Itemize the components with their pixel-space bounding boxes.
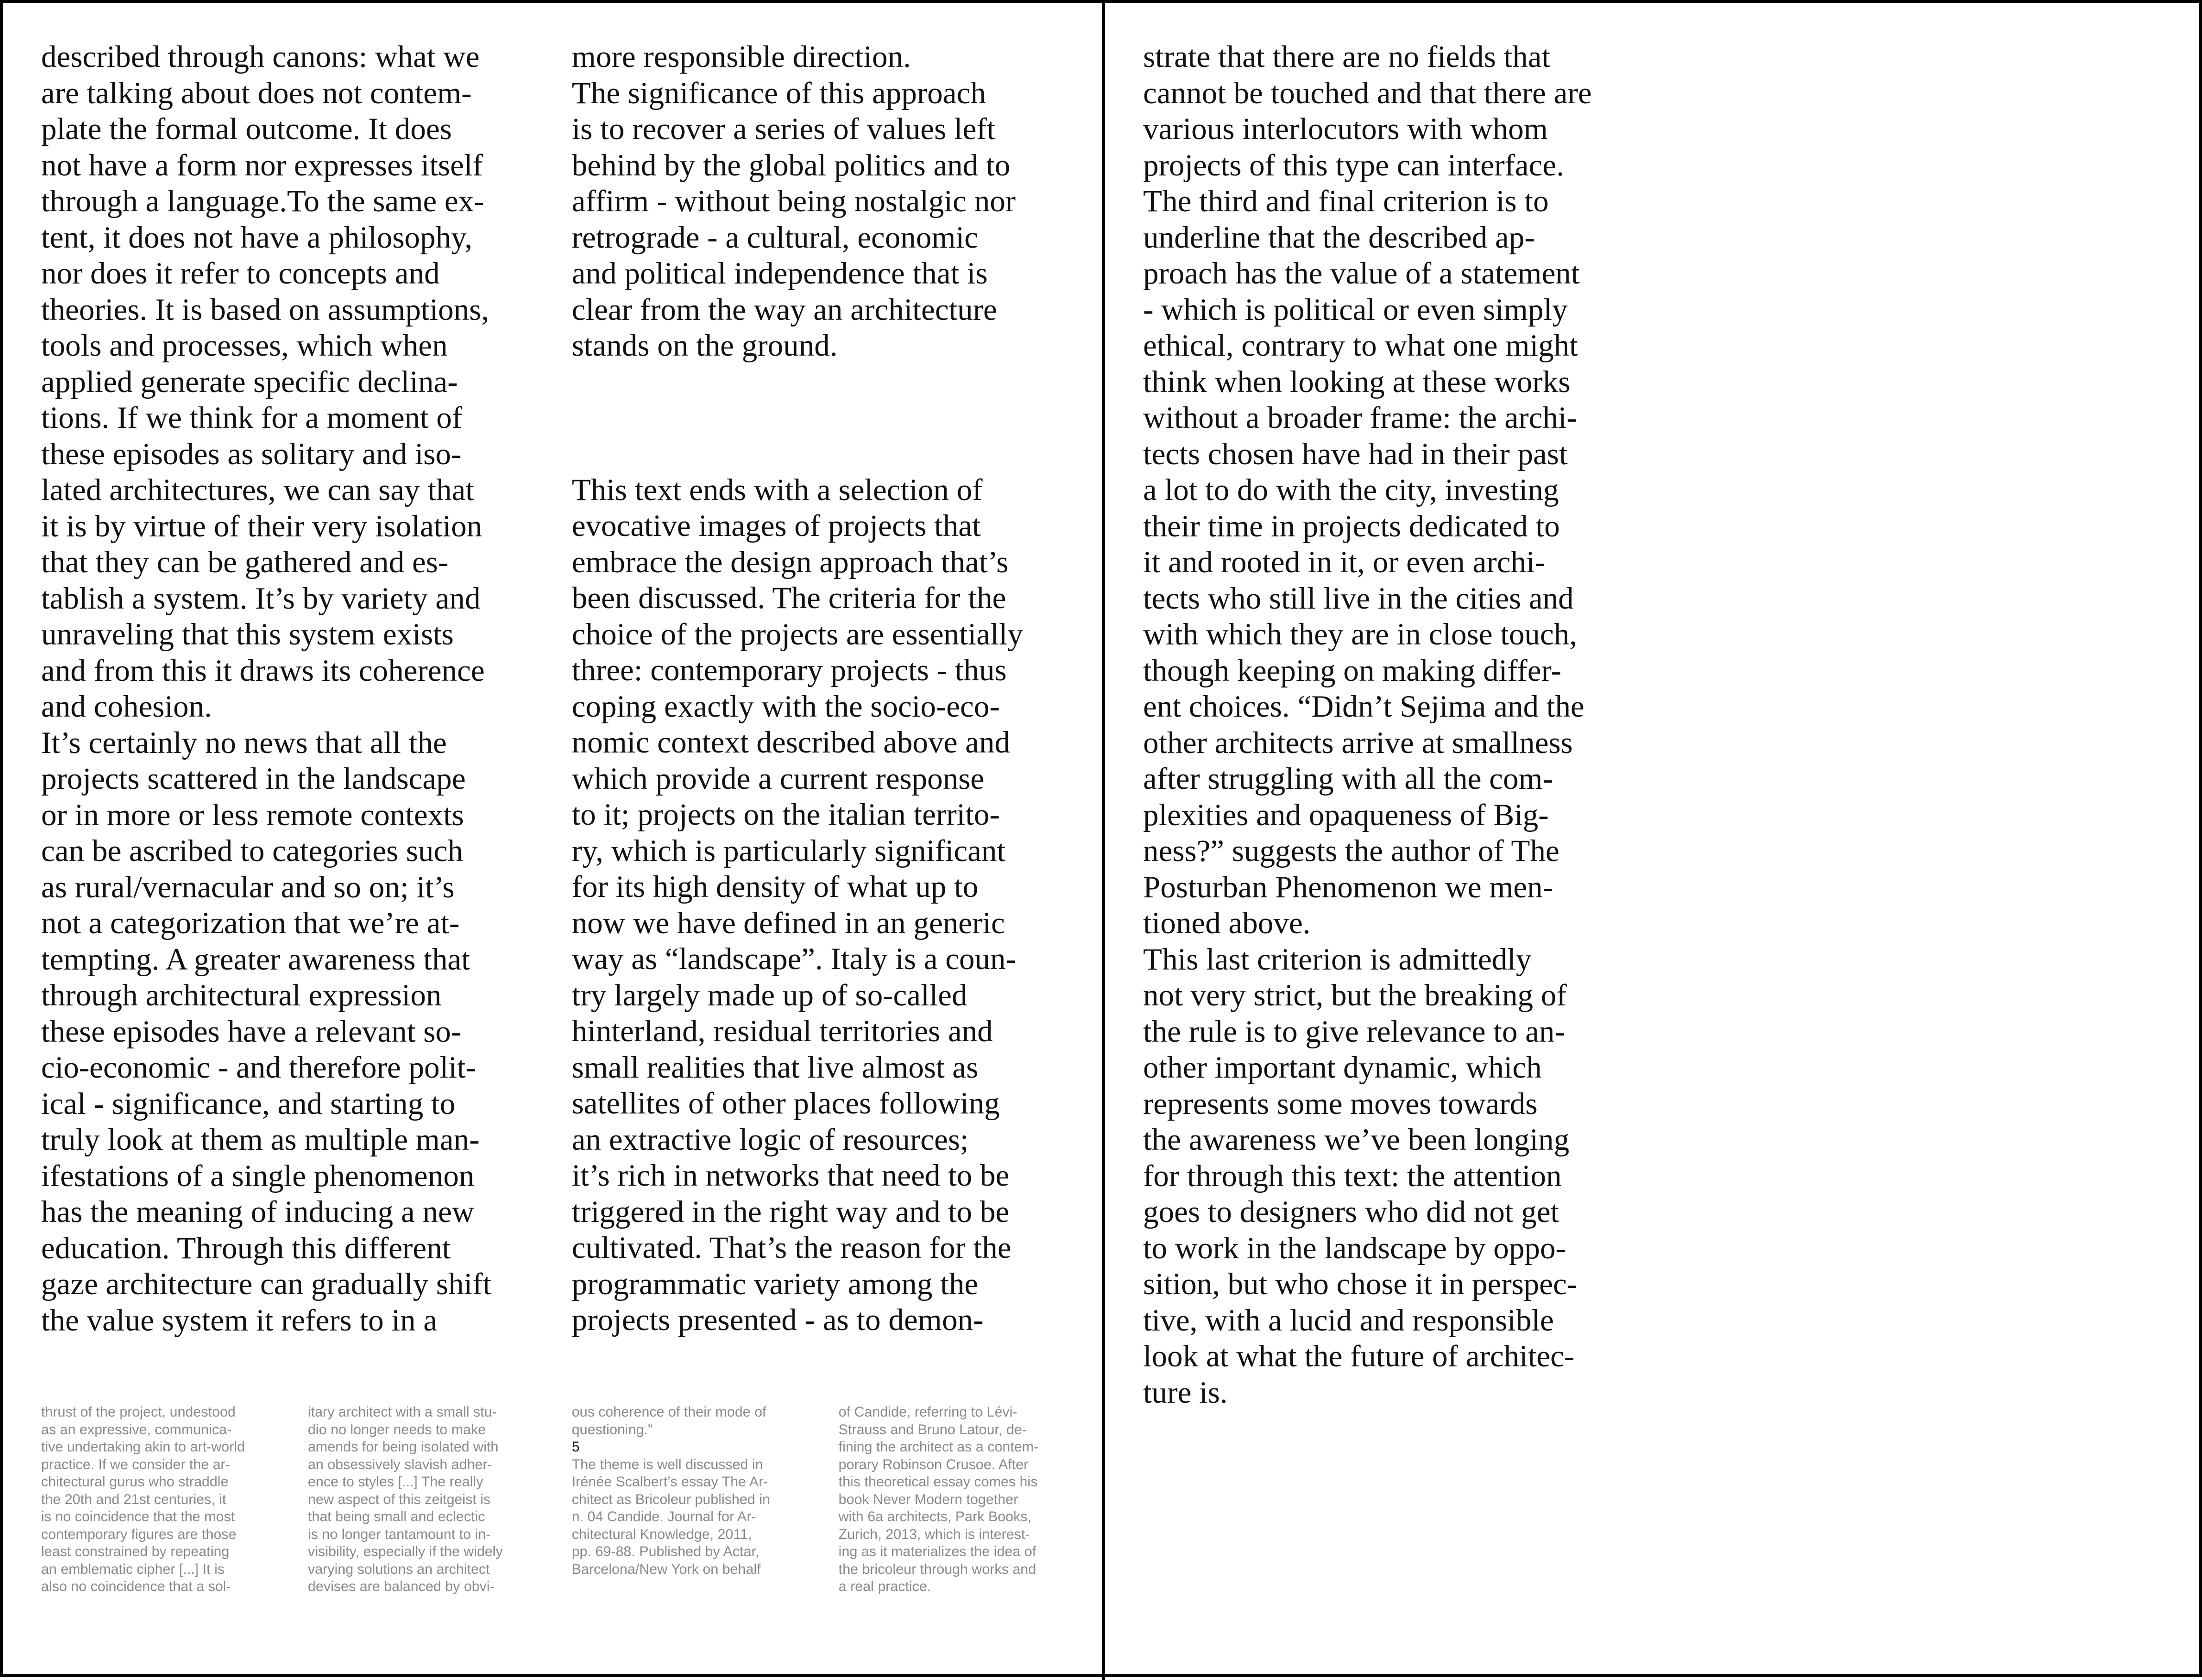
body-column-right [1143, 39, 1650, 1411]
footnote-number: 5 [572, 1439, 580, 1455]
footnote-text: of Candide, referring to Lévi- Strauss and Bruno Latour, de- fining the architect as a contem- porary Robinson Crusoe. After this theoretical essay comes his book Never Modern together with 6a architects, Park Books, Zurich, 2013, which is interest- ing as it materializes the idea of the bricoleur through works and a real practice. [839, 1404, 1039, 1594]
body-column-middle [572, 39, 1079, 1339]
paragraph: strate that there are no fields that cannot be touched and that there are various interlocutors with whom projects of this type can interface. [1143, 40, 1592, 183]
footnote-text: thrust of the project, undestood as an expressive, communica- tive undertaking akin to art-world practice. If we consider the ar- chitectural gurus who straddle the 20th and 21st centuries, it is no coincidence that the most contemporary figures are those least constrained by repeating an emblematic cipher [...] It is also no coincidence that a sol- [41, 1404, 245, 1594]
footnote-column-1 [41, 1404, 266, 1596]
body-column-left [41, 39, 548, 1339]
paragraph: more responsible direction. [572, 40, 911, 74]
footnote-text: The theme is well discussed in Irénée Scalbert’s essay The Ar- chitect as Bricoleur published in n. 04 Candide. Journal for Ar- chitectural Knowledge, 2011, pp. 69-88. Published by Actar, Barcelona/New York on behalf [572, 1456, 770, 1577]
paragraph-spacer [572, 364, 1079, 472]
paragraph: It’s certainly no news that all the projects scattered in the landscape or in more or less remote contexts can be ascribed to categories such as rural/vernacular and so on; it’s not a categorization that we’re at- tempting. A greater awareness that through architectural expression these episodes have a relevant so- cio-economic - and therefore polit- ical - significance, and starting to truly look at them as multiple man- ifestations of a single phenomenon has the meaning of inducing a new education. Through this different gaze architecture can gradually shift the value system it refers to in a [41, 725, 491, 1338]
footnote-column-3 [572, 1404, 796, 1578]
paragraph: The third and final criterion is to underline that the described ap- proach has the value of a statement - which is political or even simply ethical, contrary to what one might think when looking at these works without a broader frame: the archi- tects chosen have had in their past a lot to do with the city, investing their time in projects dedicated to it and rooted in it, or even archi- tects who still live in the cities and with which they are in close touch, though keeping on making differ- ent choices. “Didn’t Sejima and the other architects arrive at smallness after struggling with all the com- plexities and opaqueness of Big- ness?” suggests the author of The Posturban Phenomenon we men- tioned above. [1143, 184, 1584, 940]
paragraph: This last criterion is admittedly not very strict, but the breaking of the rule is to give relevance to an- other important dynamic, which represents some moves towards the awareness we’ve been longing for through this text: the attention goes to designers who did not get to work in the landscape by oppo- sition, but who chose it in perspec- tive, with a lucid and responsible look at what the future of architec- ture is. [1143, 942, 1578, 1410]
footnote-column-4 [839, 1404, 1063, 1596]
footnote-text: itary architect with a small stu- dio no longer needs to make amends for being isolated with an obsessively slavish adher- ence to styles [...] The really new aspect of this zeitgeist is that being small and eclectic is no longer tantamount to in- visibility, especially if the widely varying solutions an architect devises are balanced by obvi- [308, 1404, 503, 1594]
footnote-column-2 [308, 1404, 533, 1596]
paragraph: This text ends with a selection of evocative images of projects that embrace the design approach that’s been discussed. The criteria for the choice of the projects are essentially three: contemporary projects - thus coping exactly with the socio-eco- nomic context described above and which provide a current response to it; projects on the italian territo- ry, which is particularly significant for its high density of what up to now we have defined in an generic way as “landscape”. Italy is a coun- try largely made up of so-called hinterland, residual territories and small realities that live almost as satellites of other places following an extractive logic of resources; it’s rich in networks that need to be triggered in the right way and to be cultivated. That’s the reason for the programmatic variety among the projects presented - as to demon- [572, 472, 1023, 1337]
footnote-text: ous coherence of their mode of questioning.” [572, 1404, 766, 1438]
paragraph: The significance of this approach is to recover a series of values left behind by the global politics and to affirm - without being nostalgic nor retrograde - a cultural, economic and political independence that is clear from the way an architecture stands on the ground. [572, 76, 1016, 363]
page-gutter-divider [1102, 3, 1105, 1680]
paragraph: described through canons: what we are talking about does not contem- plate the formal outcome. It does not have a form nor expresses itself through a language.To the same ex- tent, it does not have a philosophy, nor does it refer to concepts and theories. It is based on assumptions, tools and processes, which when applied generate specific declina- tions. If we think for a moment of these episodes as solitary and iso- lated architectures, we can say that it is by virtue of their very isolation that they can be gathered and es- tablish a system. It’s by variety and unraveling that this system exists and from this it draws its coherence and cohesion. [41, 40, 489, 724]
